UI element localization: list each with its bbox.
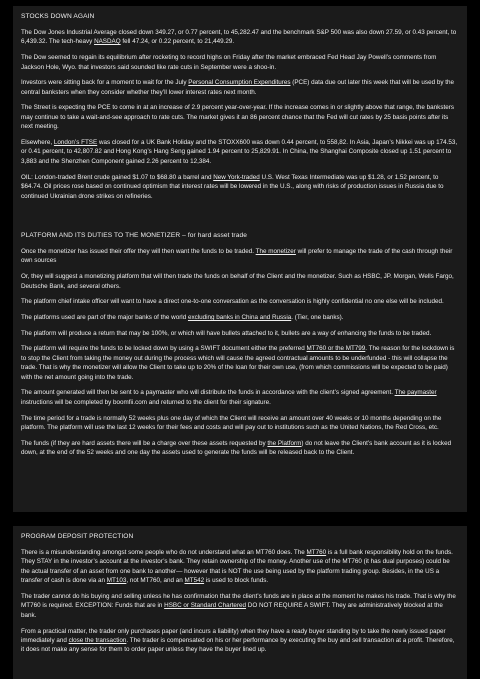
underlined-term: Personal Consumption Expenditures <box>188 79 291 87</box>
underlined-term: NASDAQ <box>94 38 121 46</box>
paragraph <box>21 297 459 306</box>
section-stocks-down-again <box>13 6 467 225</box>
paragraph <box>21 28 459 47</box>
section-heading: PLATFORM AND ITS DUTIES TO THE MONETIZER – for hard asset trade <box>21 232 248 239</box>
underlined-term: MT760 <box>306 548 327 556</box>
underlined-term: HSBC or Standard Chartered <box>164 602 247 610</box>
underlined-term: MT760 or the MT799 <box>306 345 366 353</box>
text-run: . The trader is compensated on his or her performance by executing the buy and sell transaction at a profit. Therefore, it does not make any sense for them to order paper unless they have the buyer lined up. <box>21 636 455 654</box>
text-run: DO NOT REQUIRE A SWIFT. They are administratively blocked at the bank. <box>21 602 443 619</box>
section-body <box>21 247 459 458</box>
text-run: The amount generated will then be sent to a paymaster who will distribute the funds in accordance with the client’s signed agreement. <box>21 389 395 397</box>
underlined-term: the Platform <box>267 439 302 447</box>
text-run: . The reason for the lockdown is to stop the Client from taking the money out during the process which will cause the agreed contractual amounts to be underfunded - this will collapse the trade. That is why the monetizer will allow the Client to take up to 20% of the loan for their own use, (from which commissions will be expected to be paid) with the net amount going into the trade. <box>21 345 455 381</box>
section-body <box>21 28 459 201</box>
paragraph <box>21 592 459 620</box>
text-run: The platform will produce a return that may be 100%, or which will have bullets attached to it, bullets are a way of enhancing the funds to be traded. <box>21 329 432 337</box>
underlined-term: close the transaction <box>68 636 127 644</box>
underlined-term: The paymaster <box>394 389 437 397</box>
underlined-term: MT103 <box>106 577 127 585</box>
underlined-term: excluding banks in China and Russia <box>187 313 292 321</box>
text-run: will prefer to manage the trade of the cash through their own sources <box>21 247 453 265</box>
underlined-term: London’s FTSE <box>53 139 98 147</box>
paragraph <box>21 173 459 201</box>
paragraph <box>21 627 459 655</box>
text-run: The platform chief intake officer will want to have a direct one-to-one conversation as the conversation is highly confidential no one else will be included. <box>21 298 444 306</box>
underlined-term: The monetizer <box>255 247 296 255</box>
paragraph <box>21 247 459 266</box>
text-run: The Street is expecting the PCE to come in at an increase of 2.9 percent year-over-year. If the increase comes in or slightly above that range, the banksters may continue to take a wait-and-see approach to rate cuts. The market gives it an 86 percent chance that the Fed will cut rates by 25 basis points after its next meeting. <box>21 104 454 131</box>
paragraph <box>21 414 459 433</box>
text-run: U.S. West Texas Intermediate was up $1.28, or 1.52 percent, to $64.74. Oil prices rose based on continued optimism that interest rates will be lowered in the U.S., along with risks of production issues in Russia due to continued Ukrainian drone strikes on refineries. <box>21 173 444 200</box>
text-run: (PCE) data due out later this week that will be used by the central banksters when they consider whether they’ll lower interest rates next month. <box>21 79 454 96</box>
text-run: The Dow Jones Industrial Average closed down 349.27, or 0.77 percent, to 45,282.47 and the benchmark S&P 500 was also down 27.59, or 0.43 percent, to 6,439.32. The tech-heavy <box>21 28 457 46</box>
section-platform-duties <box>13 225 467 512</box>
text-run: fell 47.24, or 0.22 percent, to 21,449.29. <box>120 38 235 46</box>
text-run: . (Tier, one banks). <box>291 313 344 321</box>
text-run: The funds (if they are hard assets there will be a charge over these assets requested by <box>21 439 268 447</box>
text-run: From a practical matter, the trader only purchases paper (and incurs a liability) when they have a ready buyer standing by to take the newly issued paper immediately and <box>21 627 446 644</box>
text-run: instructions will be completed by boomfii.com and returned to the client for their signature. <box>21 398 271 406</box>
text-run: , not MT760, and an <box>126 577 185 585</box>
text-run: OIL: London-traded Brent crude gained $1.07 to $68.80 a barrel and <box>21 173 214 181</box>
text-run: The platforms used are part of the major banks of the world <box>21 313 188 321</box>
paragraph <box>21 329 459 338</box>
text-run: The Dow seemed to regain its equilibrium after rocketing to record highs on Friday after the market embraced Fed Head Jay Powell’s comments from Jackson Hole, Wyo. that investors said sounded like rate cuts in September were a shoo-in. <box>21 54 437 71</box>
underlined-term: MT542 <box>184 577 205 585</box>
paragraph <box>21 344 459 382</box>
text-run: Investors were sitting back for a moment to wait for the July <box>21 79 189 87</box>
underlined-term: New York-traded <box>213 173 260 181</box>
text-run: Elsewhere, <box>21 139 54 147</box>
text-run: was closed for a UK Bank Holiday and the STOXX600 was down 0.44 percent, to 558,82. In Asia, Japan’s Nikkei was up 174.53, or 0.41 percent, to 42,807.82 and Hong Kong’s Hang Seng gained 1.94 percent to 25,829.91. In China, the Shanghai Composite closed up 1.51 percent to 3,883 and the Shenzhen Component gained 2.26 percent to 12,384. <box>21 139 458 165</box>
text-run: ) do not leave the Client’s bank account as it is locked down, at the end of the 52 weeks and one day the assets used to generate the funds will be released back to the Client. <box>21 439 452 457</box>
paragraph <box>21 272 459 291</box>
paragraph <box>21 53 459 72</box>
text-run: is a full bank responsibility hold on the funds. They STAY in the investor’s account at the investor’s bank. They retain ownership of the money. Another use of the MT760 (it has dual purposes) could be the actual transfer of an asset from one bank to another— however that is NOT the use being used by the platform trading group. Besides, in the US a transfer of cash is done via an <box>21 548 453 585</box>
text-run: Once the monetizer has issued their offer they will then want the funds to be traded. <box>21 247 256 255</box>
text-run: The time period for a trade is normally 52 weeks plus one day of which the Client will receive an amount over 40 weeks or 10 months depending on the platform. The platform will use the last 12 weeks for their fees and costs and will pay out to institutions such as the United Nations, the Red Cross, etc. <box>21 414 442 432</box>
text-run: The trader cannot do his buying and selling unless he has confirmation that the client’s funds are in place at the moment he makes his trade. That is why the MT760 is required. EXCEPTION: Funds that are in <box>21 592 456 610</box>
section-program-deposit-protection <box>13 526 467 679</box>
text-run: The platform will require the funds to be locked down by using a SWIFT document either the preferred <box>21 345 307 353</box>
paragraph <box>21 103 459 131</box>
text-run: There is a misunderstanding amongst some people who do not understand what an MT760 does. The <box>21 548 307 556</box>
paragraph <box>21 138 459 166</box>
paragraph <box>21 388 459 407</box>
text-run: is used to block funds. <box>204 577 269 585</box>
paragraph <box>21 439 459 458</box>
text-run: Or, they will suggest a monetizing platform that will then trade the funds on behalf of the Client and the monetizer. Such as HSBC, JP. Morgan, Wells Fargo, Deutsche Bank, and several others. <box>21 273 454 290</box>
paragraph <box>21 313 459 322</box>
section-body <box>21 548 459 655</box>
section-heading: STOCKS DOWN AGAIN <box>21 13 95 20</box>
paragraph <box>21 548 459 586</box>
section-heading: PROGRAM DEPOSIT PROTECTION <box>21 533 134 540</box>
paragraph <box>21 78 459 97</box>
